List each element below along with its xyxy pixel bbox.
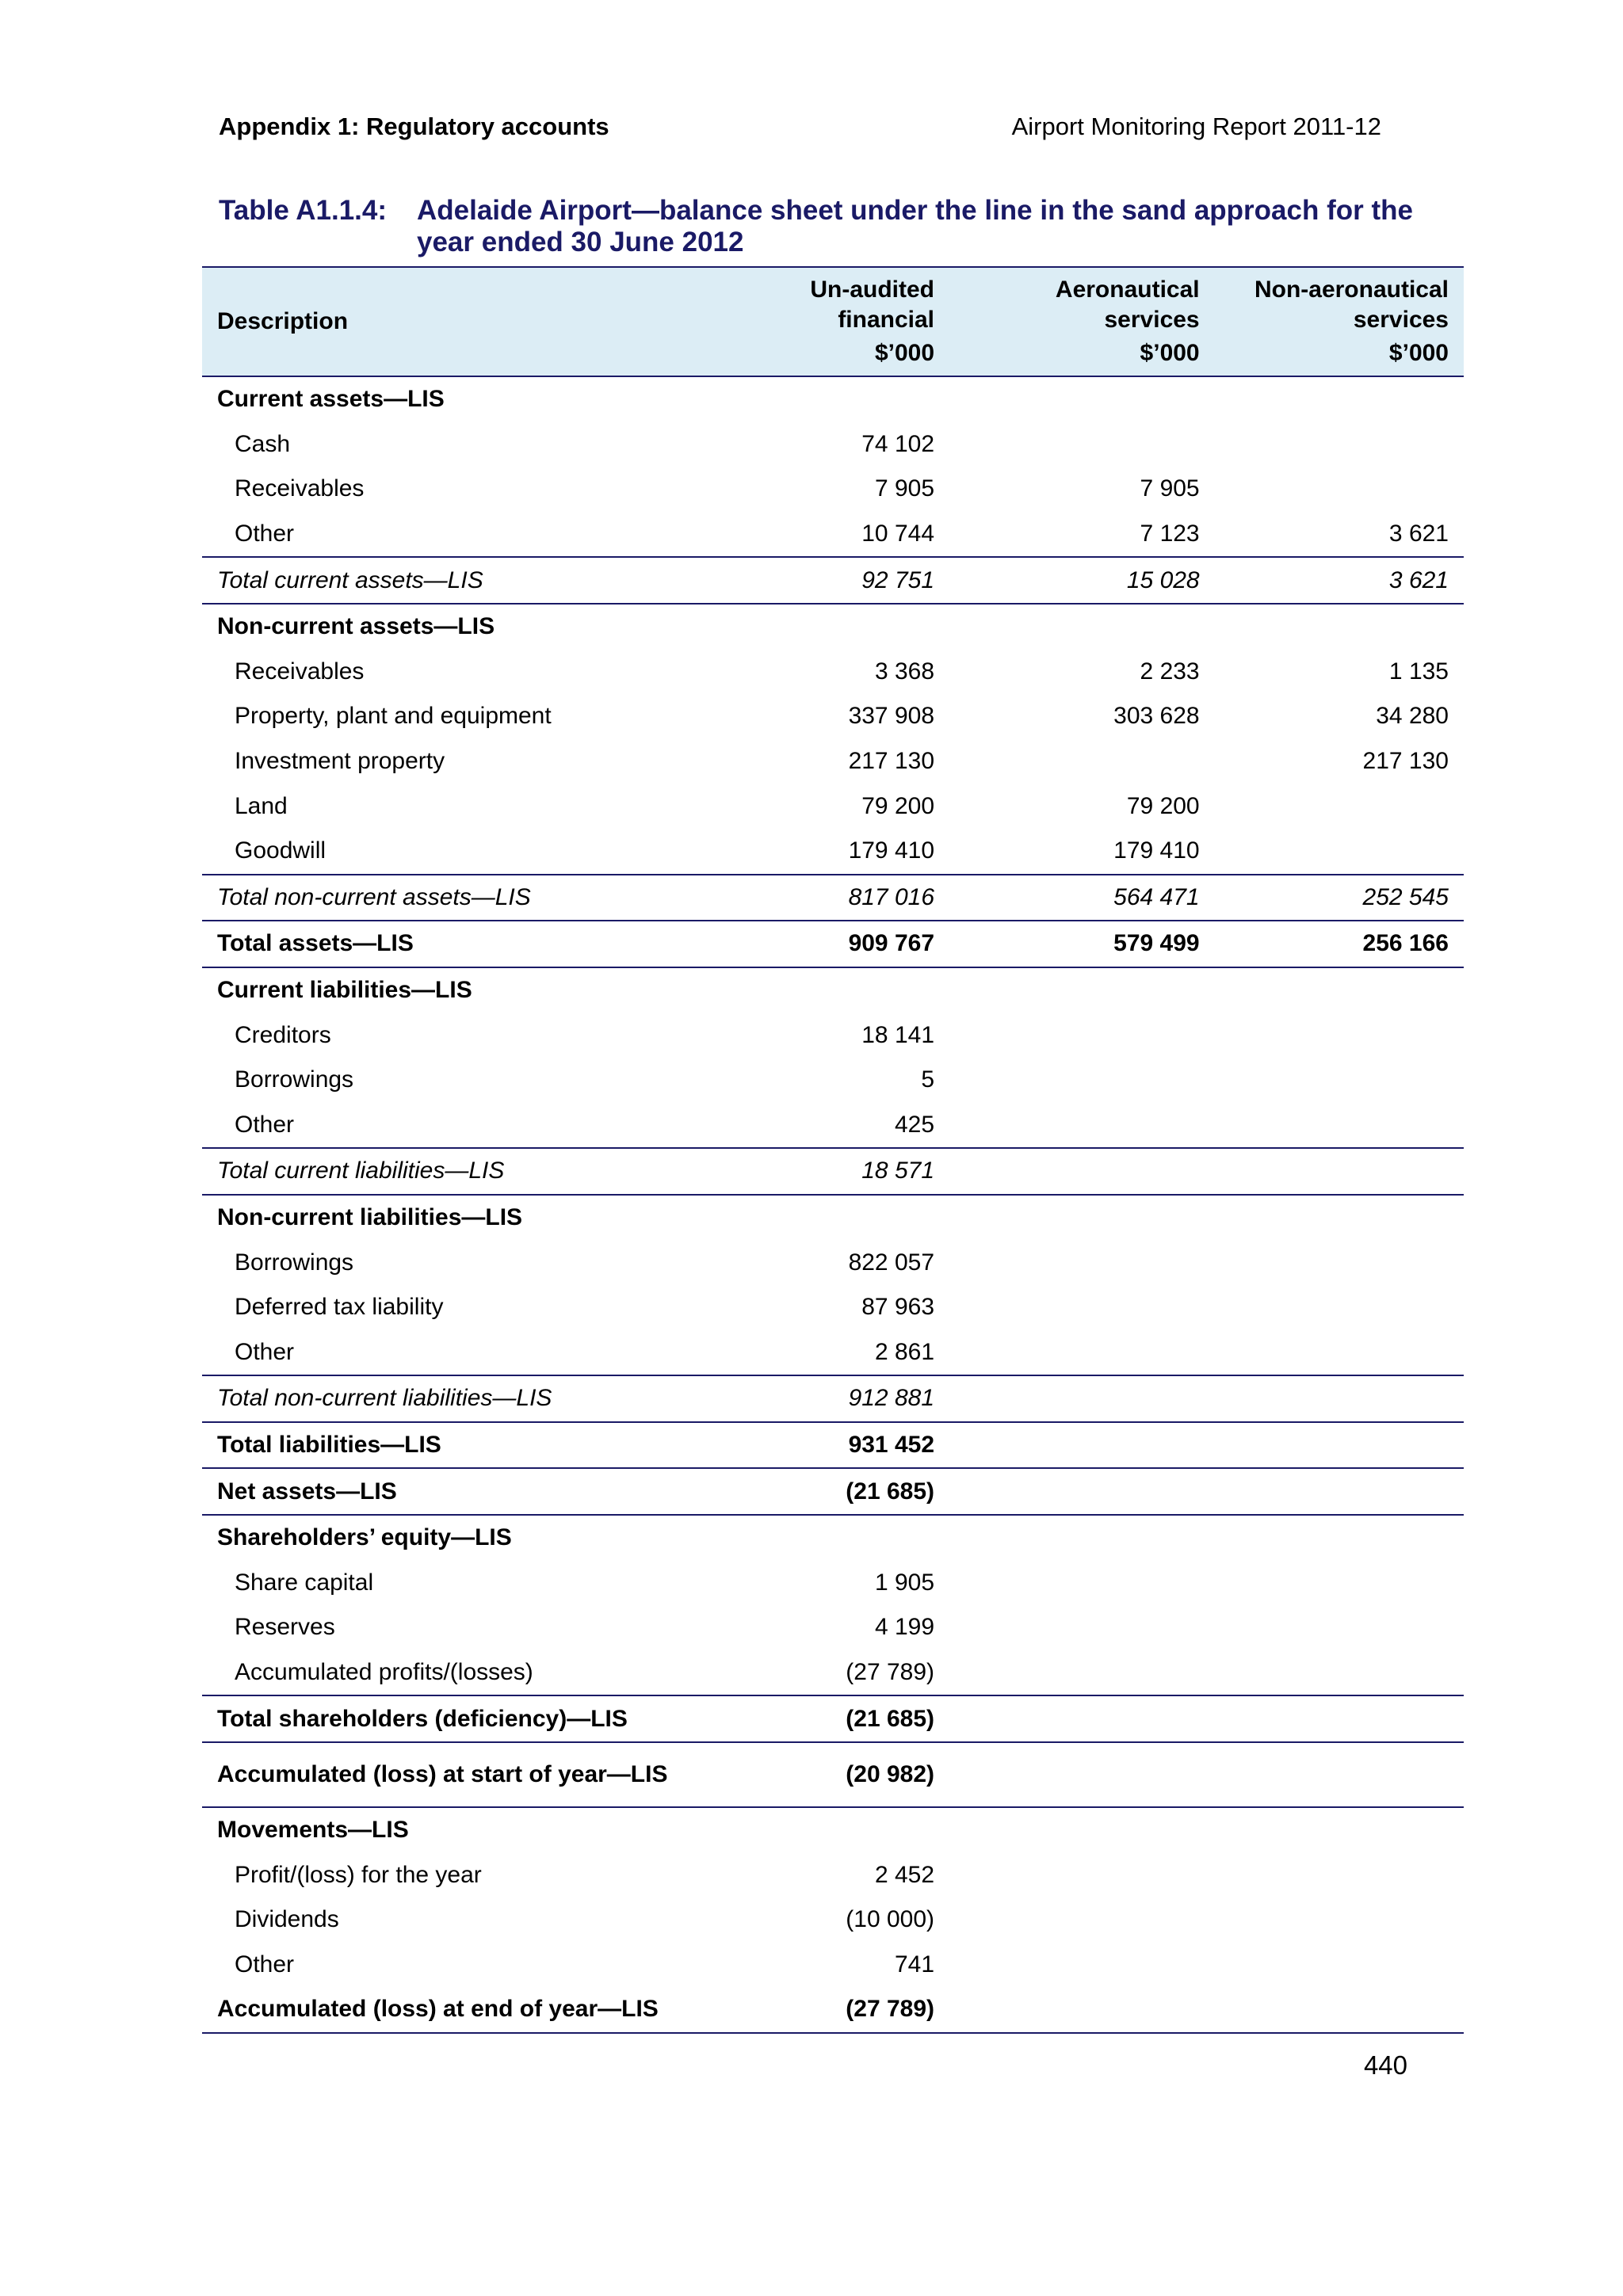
row-label: Total non-current liabilities—LIS xyxy=(202,1375,684,1422)
value-non-aeronautical xyxy=(1215,1650,1464,1696)
row-label: Total non-current assets—LIS xyxy=(202,875,684,921)
value-aeronautical xyxy=(949,1013,1215,1058)
row-label: Creditors xyxy=(235,1021,331,1048)
row-label: Total liabilities—LIS xyxy=(202,1422,684,1469)
value-aeronautical: 179 410 xyxy=(1113,837,1200,864)
row-label: Shareholders’ equity—LIS xyxy=(217,1524,512,1551)
value-non-aeronautical xyxy=(1215,1103,1464,1149)
table-row xyxy=(202,1468,1464,1515)
column-header-line: services xyxy=(1104,307,1200,333)
value-non-aeronautical xyxy=(1215,829,1464,875)
value-unaudited-financial: (20 982) xyxy=(684,1742,949,1807)
row-label: Profit/(loss) for the year xyxy=(235,1861,482,1888)
value-unaudited-financial: 87 963 xyxy=(861,1294,935,1321)
column-header-unit: $’000 xyxy=(874,340,935,366)
value-aeronautical: 7 905 xyxy=(1140,475,1200,502)
row-label: Deferred tax liability xyxy=(235,1294,444,1321)
value-non-aeronautical xyxy=(1215,1560,1464,1605)
value-non-aeronautical xyxy=(1215,1943,1464,1988)
column-header-line: Un-audited xyxy=(810,277,935,303)
table-row xyxy=(202,1240,1464,1285)
column-header-unaudited-financial xyxy=(684,267,949,376)
table-title: Adelaide Airport—balance sheet under the line in the sand approach for the year ended 30 June 2012 xyxy=(417,195,1413,257)
row-label: Accumulated (loss) at start of year—LIS xyxy=(202,1742,684,1807)
value-aeronautical: 7 123 xyxy=(1140,521,1200,547)
row-label: Total shareholders (deficiency)—LIS xyxy=(202,1695,684,1742)
value-aeronautical xyxy=(949,1897,1215,1943)
value-unaudited-financial: (21 685) xyxy=(684,1468,949,1515)
row-label: Goodwill xyxy=(235,837,327,864)
value-aeronautical xyxy=(949,422,1215,467)
value-aeronautical xyxy=(949,1468,1215,1515)
row-label: Other xyxy=(235,1951,295,1978)
column-header-unit: $’000 xyxy=(1388,340,1449,366)
value-aeronautical: 564 471 xyxy=(949,875,1215,921)
table-row xyxy=(202,512,1464,558)
value-non-aeronautical: 217 130 xyxy=(1362,748,1449,775)
value-aeronautical xyxy=(949,1852,1215,1897)
value-non-aeronautical xyxy=(1215,1605,1464,1650)
row-label: Total current liabilities—LIS xyxy=(202,1148,684,1195)
value-unaudited-financial: 741 xyxy=(894,1951,935,1978)
row-label: Borrowings xyxy=(235,1066,354,1093)
value-aeronautical xyxy=(949,376,1215,422)
value-unaudited-financial xyxy=(684,604,949,650)
column-header-line: services xyxy=(1353,307,1449,333)
table-row xyxy=(202,1422,1464,1469)
value-unaudited-financial: (10 000) xyxy=(846,1906,935,1933)
row-label: Land xyxy=(235,792,288,819)
value-unaudited-financial xyxy=(684,967,949,1013)
row-label: Total current assets—LIS xyxy=(202,557,684,604)
value-aeronautical xyxy=(949,1285,1215,1330)
value-aeronautical xyxy=(949,1742,1215,1807)
value-unaudited-financial: 217 130 xyxy=(848,748,935,775)
value-non-aeronautical: 3 621 xyxy=(1215,557,1464,604)
value-non-aeronautical xyxy=(1215,422,1464,467)
value-non-aeronautical xyxy=(1215,784,1464,829)
value-unaudited-financial: (27 789) xyxy=(684,1987,949,2033)
table-caption xyxy=(219,195,1471,258)
table-row xyxy=(202,1148,1464,1195)
row-label: Investment property xyxy=(235,748,445,775)
row-label: Current liabilities—LIS xyxy=(217,977,472,1004)
value-unaudited-financial xyxy=(684,376,949,422)
value-unaudited-financial xyxy=(684,1515,949,1561)
value-non-aeronautical xyxy=(1215,467,1464,512)
table-row xyxy=(202,1375,1464,1422)
row-label: Other xyxy=(235,521,295,547)
table-row xyxy=(202,1103,1464,1149)
row-label: Cash xyxy=(235,430,291,457)
table-row xyxy=(202,694,1464,739)
table-row xyxy=(202,1695,1464,1742)
value-non-aeronautical xyxy=(1215,376,1464,422)
table-row xyxy=(202,921,1464,967)
table-row xyxy=(202,967,1464,1013)
value-non-aeronautical xyxy=(1215,1058,1464,1103)
table-row xyxy=(202,604,1464,650)
value-non-aeronautical xyxy=(1215,1897,1464,1943)
table-number: Table A1.1.4: xyxy=(219,195,388,226)
value-unaudited-financial: 2 452 xyxy=(874,1861,935,1888)
column-header-unit: $’000 xyxy=(1140,340,1200,366)
value-aeronautical: 303 628 xyxy=(1113,703,1200,730)
table-row xyxy=(202,1329,1464,1375)
value-unaudited-financial xyxy=(684,1807,949,1853)
value-non-aeronautical xyxy=(1215,1987,1464,2033)
value-unaudited-financial: 909 767 xyxy=(684,921,949,967)
table-row xyxy=(202,875,1464,921)
value-aeronautical xyxy=(949,1987,1215,2033)
table-row xyxy=(202,557,1464,604)
value-non-aeronautical xyxy=(1215,1240,1464,1285)
table-row xyxy=(202,422,1464,467)
table-row xyxy=(202,1560,1464,1605)
value-non-aeronautical: 252 545 xyxy=(1215,875,1464,921)
value-non-aeronautical xyxy=(1215,1515,1464,1561)
column-header-line: Aeronautical xyxy=(1055,277,1200,303)
row-label: Accumulated (loss) at end of year—LIS xyxy=(202,1987,684,2033)
value-non-aeronautical xyxy=(1215,1695,1464,1742)
value-aeronautical xyxy=(949,1807,1215,1853)
value-non-aeronautical: 3 621 xyxy=(1388,521,1449,547)
value-non-aeronautical xyxy=(1215,1807,1464,1853)
running-header-left: Appendix 1: Regulatory accounts xyxy=(219,113,609,140)
value-unaudited-financial: 1 905 xyxy=(874,1569,935,1596)
row-label: Net assets—LIS xyxy=(202,1468,684,1515)
balance-sheet-table xyxy=(202,266,1464,2034)
value-non-aeronautical: 34 280 xyxy=(1376,703,1449,730)
value-aeronautical xyxy=(949,1695,1215,1742)
value-aeronautical xyxy=(949,1560,1215,1605)
value-unaudited-financial: (27 789) xyxy=(846,1658,935,1685)
value-non-aeronautical xyxy=(1215,1422,1464,1469)
table-row xyxy=(202,1650,1464,1696)
value-unaudited-financial: 74 102 xyxy=(861,430,935,457)
value-unaudited-financial: 18 141 xyxy=(861,1021,935,1048)
row-label: Movements—LIS xyxy=(217,1817,409,1844)
row-label: Share capital xyxy=(235,1569,374,1596)
value-aeronautical xyxy=(949,1375,1215,1422)
value-aeronautical: 15 028 xyxy=(949,557,1215,604)
value-unaudited-financial: 4 199 xyxy=(874,1614,935,1641)
table-row xyxy=(202,1897,1464,1943)
table-row xyxy=(202,739,1464,784)
column-header-non-aeronautical xyxy=(1215,267,1464,376)
value-non-aeronautical xyxy=(1215,1329,1464,1375)
value-non-aeronautical xyxy=(1215,1285,1464,1330)
value-non-aeronautical xyxy=(1215,604,1464,650)
table-row xyxy=(202,784,1464,829)
table-row xyxy=(202,1285,1464,1330)
table-row xyxy=(202,1987,1464,2033)
value-non-aeronautical xyxy=(1215,1013,1464,1058)
value-unaudited-financial: 179 410 xyxy=(848,837,935,864)
row-label: Total assets—LIS xyxy=(202,921,684,967)
value-aeronautical xyxy=(949,1515,1215,1561)
value-non-aeronautical: 256 166 xyxy=(1215,921,1464,967)
table-row xyxy=(202,1515,1464,1561)
value-aeronautical: 579 499 xyxy=(949,921,1215,967)
value-aeronautical xyxy=(949,1650,1215,1696)
row-label: Non-current liabilities—LIS xyxy=(217,1203,523,1230)
column-header-line: Non-aeronautical xyxy=(1254,277,1449,303)
value-unaudited-financial: 425 xyxy=(894,1111,935,1138)
table-row xyxy=(202,376,1464,422)
value-aeronautical xyxy=(949,1943,1215,1988)
value-non-aeronautical xyxy=(1215,1852,1464,1897)
value-aeronautical xyxy=(949,967,1215,1013)
row-label: Other xyxy=(235,1338,295,1365)
value-unaudited-financial: 10 744 xyxy=(861,521,935,547)
value-unaudited-financial: 7 905 xyxy=(874,475,935,502)
row-label: Receivables xyxy=(235,475,365,502)
row-label: Current assets—LIS xyxy=(217,386,445,413)
table-row xyxy=(202,467,1464,512)
row-label: Dividends xyxy=(235,1906,339,1933)
value-aeronautical xyxy=(949,1605,1215,1650)
value-aeronautical xyxy=(949,1195,1215,1241)
value-non-aeronautical xyxy=(1215,967,1464,1013)
table-row xyxy=(202,1605,1464,1650)
value-unaudited-financial: 79 200 xyxy=(861,792,935,819)
row-label: Borrowings xyxy=(235,1249,354,1276)
value-unaudited-financial: (21 685) xyxy=(684,1695,949,1742)
page-number: 440 xyxy=(1363,2050,1407,2080)
value-aeronautical: 79 200 xyxy=(1126,792,1200,819)
value-unaudited-financial: 337 908 xyxy=(848,703,935,730)
value-aeronautical xyxy=(949,1148,1215,1195)
value-unaudited-financial: 2 861 xyxy=(874,1338,935,1365)
value-unaudited-financial: 18 571 xyxy=(684,1148,949,1195)
table-row xyxy=(202,1058,1464,1103)
row-label: Property, plant and equipment xyxy=(235,703,552,730)
value-unaudited-financial: 931 452 xyxy=(684,1422,949,1469)
value-non-aeronautical xyxy=(1215,1468,1464,1515)
value-unaudited-financial xyxy=(684,1195,949,1241)
value-non-aeronautical xyxy=(1215,1375,1464,1422)
value-unaudited-financial: 912 881 xyxy=(684,1375,949,1422)
value-unaudited-financial: 822 057 xyxy=(848,1249,935,1276)
row-label: Other xyxy=(235,1111,295,1138)
row-label: Reserves xyxy=(235,1614,335,1641)
row-label: Non-current assets—LIS xyxy=(217,613,495,640)
value-non-aeronautical xyxy=(1215,1148,1464,1195)
value-non-aeronautical xyxy=(1215,1742,1464,1807)
table-row xyxy=(202,1807,1464,1853)
value-aeronautical xyxy=(949,1329,1215,1375)
table-header-row xyxy=(202,267,1464,376)
running-header-right: Airport Monitoring Report 2011-12 xyxy=(1011,113,1381,140)
value-non-aeronautical: 1 135 xyxy=(1388,658,1449,685)
value-unaudited-financial: 3 368 xyxy=(874,658,935,685)
value-aeronautical xyxy=(949,1422,1215,1469)
table-body xyxy=(202,376,1464,2033)
row-label: Accumulated profits/(losses) xyxy=(235,1658,533,1685)
table-row xyxy=(202,1195,1464,1241)
table-row xyxy=(202,1742,1464,1807)
table-row xyxy=(202,829,1464,875)
table-row xyxy=(202,1013,1464,1058)
value-unaudited-financial: 5 xyxy=(921,1066,935,1093)
value-unaudited-financial: 817 016 xyxy=(684,875,949,921)
column-header-line: financial xyxy=(838,307,935,333)
table-row xyxy=(202,650,1464,695)
value-aeronautical xyxy=(949,1103,1215,1149)
row-label: Receivables xyxy=(235,658,365,685)
column-header-aeronautical xyxy=(949,267,1215,376)
value-aeronautical xyxy=(949,739,1215,784)
value-aeronautical xyxy=(949,1240,1215,1285)
table-row xyxy=(202,1852,1464,1897)
value-non-aeronautical xyxy=(1215,1195,1464,1241)
value-aeronautical: 2 233 xyxy=(1140,658,1200,685)
column-header-description: Description xyxy=(202,267,684,376)
value-unaudited-financial: 92 751 xyxy=(684,557,949,604)
value-aeronautical xyxy=(949,604,1215,650)
value-aeronautical xyxy=(949,1058,1215,1103)
table-row xyxy=(202,1943,1464,1988)
